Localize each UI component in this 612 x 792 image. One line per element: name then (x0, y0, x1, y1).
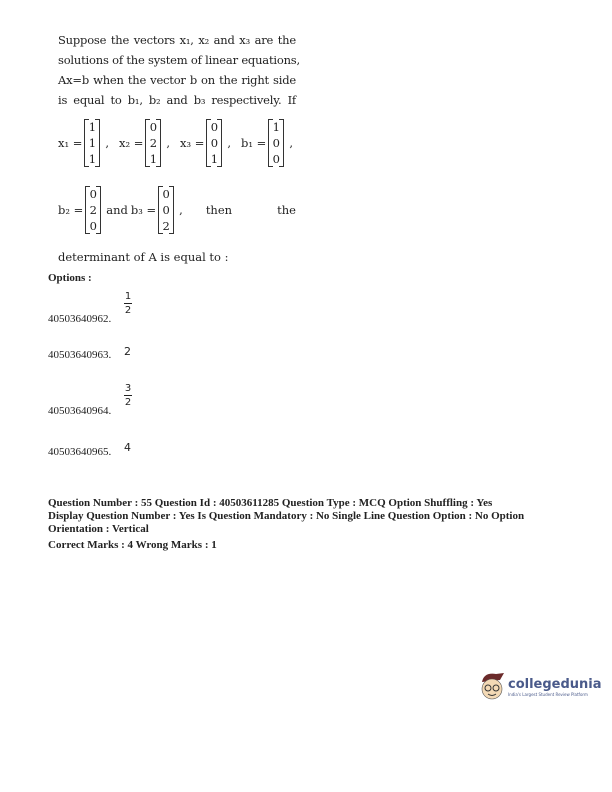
question-line: Suppose the vectors x₁, x₂ and x₃ are the (58, 33, 296, 47)
vector-row-2 (58, 186, 296, 234)
option-value[interactable]: 4 (124, 441, 131, 454)
meta-line: Display Question Number : Yes Is Question Mandatory : No Single Line Question Option : No Option (48, 510, 525, 522)
matrix-entry: 0 (210, 120, 219, 134)
vector-label: b₁ = (241, 136, 267, 150)
matrix-entry: 1 (88, 120, 97, 134)
column-matrix (206, 119, 222, 167)
matrix-entry: 2 (149, 136, 158, 150)
vector-equation (58, 119, 112, 167)
fraction-bar (124, 303, 132, 304)
matrix-entry: 0 (89, 219, 97, 233)
question-line: Ax=b when the vector b on the right side (58, 73, 296, 87)
matrix-entry: 2 (162, 219, 170, 233)
column-matrix (84, 119, 100, 167)
vector-equation (241, 119, 296, 167)
question-line: solutions of the system of linear equations, (58, 53, 300, 67)
meta-line: Orientation : Vertical (48, 523, 149, 535)
question-metadata (48, 497, 588, 552)
option-id[interactable]: 40503640963. (48, 349, 112, 361)
matrix-entry: 1 (88, 136, 97, 150)
matrix-entry: 0 (149, 120, 158, 134)
vector-label: b₂ = (58, 203, 84, 217)
vector-label: x₁ = (58, 136, 83, 150)
matrix-entry: 1 (210, 152, 219, 166)
separator: , (289, 136, 293, 150)
matrix-entry: 0 (162, 203, 170, 217)
collegedunia-logo (478, 672, 602, 702)
meta-line: Question Number : 55 Question Id : 40503611285 Question Type : MCQ Option Shuffling : Yes (48, 497, 493, 509)
separator: and (106, 203, 128, 217)
vector-equation (58, 186, 131, 234)
separator: , (166, 136, 171, 150)
logo-tagline: India's Largest Student Review Platform (508, 692, 588, 697)
matrix-entry: 0 (272, 152, 280, 166)
question-text (58, 30, 300, 110)
option-fraction[interactable] (124, 383, 132, 408)
option-value[interactable]: 2 (124, 345, 131, 358)
the-word: the (277, 203, 296, 217)
column-matrix (268, 119, 284, 167)
separator: , (105, 136, 110, 150)
option-id[interactable]: 40503640965. (48, 446, 112, 458)
denominator: 2 (124, 397, 132, 408)
vector-label: b₃ = (130, 203, 157, 217)
matrix-entry: 0 (210, 136, 219, 150)
then-word: then (205, 203, 233, 217)
vector-row-1 (58, 119, 296, 167)
column-matrix (145, 119, 161, 167)
vector-equation (119, 119, 173, 167)
column-matrix (158, 186, 174, 234)
meta-line: Correct Marks : 4 Wrong Marks : 1 (48, 539, 217, 551)
numerator: 3 (124, 383, 132, 394)
vector-equation (180, 119, 234, 167)
option-fraction[interactable] (124, 291, 132, 316)
numerator: 1 (124, 291, 132, 302)
matrix-entry: 1 (88, 152, 97, 166)
question-line: is equal to b₁, b₂ and b₃ respectively. If (58, 93, 296, 107)
separator: , (179, 203, 183, 217)
vector-equation (131, 186, 186, 234)
matrix-entry: 0 (162, 187, 170, 201)
denominator: 2 (124, 305, 132, 316)
column-matrix (85, 186, 101, 234)
option-id[interactable]: 40503640962. (48, 313, 112, 325)
matrix-entry: 0 (272, 136, 280, 150)
separator: , (227, 136, 232, 150)
matrix-entry: 0 (89, 187, 97, 201)
options-label: Options : (48, 272, 92, 284)
vector-label: x₂ = (119, 136, 144, 150)
logo-brand: collegedunia (508, 677, 602, 692)
mascot-icon (478, 672, 506, 702)
matrix-entry: 2 (89, 203, 97, 217)
fraction-bar (124, 395, 132, 396)
matrix-entry: 1 (149, 152, 158, 166)
vector-label: x₃ = (180, 136, 205, 150)
option-id[interactable]: 40503640964. (48, 405, 112, 417)
question-ending: determinant of A is equal to : (58, 250, 229, 264)
matrix-entry: 1 (272, 120, 280, 134)
